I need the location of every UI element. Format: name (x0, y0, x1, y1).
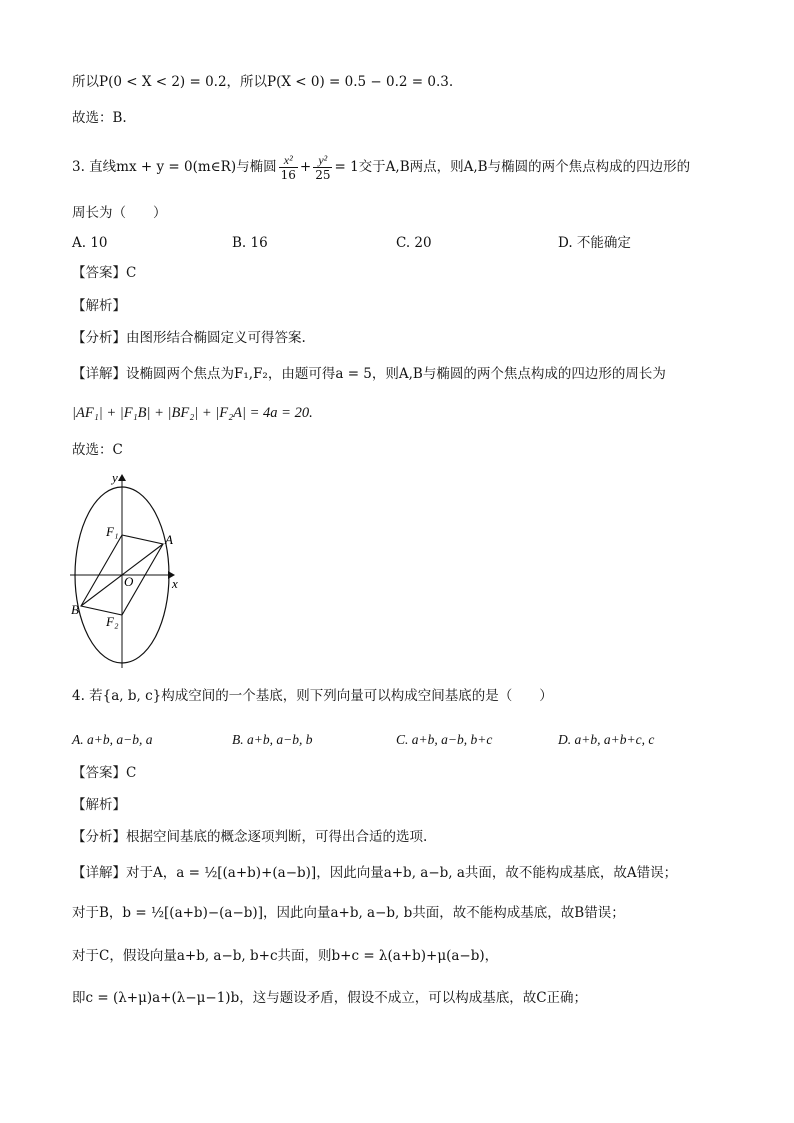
question-4-fenxi: 【分析】根据空间基底的概念逐项判断，可得出合适的选项. (72, 829, 428, 845)
fraction-denominator: 16 (280, 168, 296, 182)
label-f2: F₂ (106, 614, 119, 629)
fraction-denominator: 25 (315, 168, 331, 182)
question-4-case-c-conclusion: 即c = (λ+μ)a+(λ−μ−1)b，这与题设矛盾，假设不成立，可以构成基底，故C正确； (72, 990, 588, 1006)
question-3-fenxi: 【分析】由图形结合椭圆定义可得答案. (72, 330, 306, 346)
question-4-option-d: D. a+b, a+b+c, c (558, 732, 655, 747)
question-4-analysis-heading: 【解析】 (72, 797, 126, 813)
question-4-case-b: 对于B，b = ½[(a+b)−(a−b)]，因此向量a+b, a−b, b共面，故不能构成基底，故B错误； (72, 905, 625, 921)
fraction-x-over-16 (279, 153, 298, 182)
question-3-option-c: C. 20 (396, 235, 432, 251)
question-3-option-b: B. 16 (232, 235, 268, 251)
question-4-option-c: C. a+b, a−b, b+c (396, 732, 493, 747)
question-3-xiangjie: 【详解】设椭圆两个焦点为F₁,F₂，由题可得a = 5，则A,B与椭圆的两个焦点构成的四边形的周长为 (72, 366, 666, 382)
label-x: x (172, 576, 178, 591)
ellipse-figure (62, 470, 192, 670)
question-3-stem (72, 152, 754, 182)
question-3-analysis-heading: 【解析】 (72, 298, 126, 314)
question-4-answer: 【答案】C (72, 765, 137, 781)
question-4-case-c: 对于C，假设向量a+b, a−b, b+c共面，则b+c = λ(a+b)+μ(a−b)， (72, 948, 499, 964)
question-3-stem-end: = 1交于A,B两点，则A,B与椭圆的两个焦点构成的四边形的 (334, 159, 691, 175)
label-b: B (71, 602, 79, 617)
question-3-option-a: A. 10 (72, 235, 108, 251)
plus-sign: + (299, 159, 312, 175)
question-4-option-b: B. a+b, a−b, b (232, 732, 313, 747)
question-4-stem: 4. 若{a, b, c}构成空间的一个基底，则下列向量可以构成空间基底的是（ ） (72, 688, 553, 704)
question-3-stem-continued: 周长为（ ） (72, 205, 167, 221)
question-4-option-a: A. a+b, a−b, a (72, 732, 153, 747)
label-origin: O (124, 574, 134, 589)
question-3-answer: 【答案】C (72, 265, 137, 281)
question-4-xiangjie-a: 【详解】对于A，a = ½[(a+b)+(a−b)]，因此向量a+b, a−b, a共面，故不能构成基底，故A错误； (72, 865, 678, 881)
question-3-formula: |AF₁| + |F₁B| + |BF₂| + |F₂A| = 4a = 20. (72, 405, 313, 421)
solution-choice-b: 故选：B. (72, 110, 127, 126)
question-3-option-d: D. 不能确定 (558, 235, 631, 251)
question-3-stem-start: 3. 直线mx + y = 0(m∈R)与椭圆 (72, 159, 277, 175)
fraction-numerator: y² (313, 153, 332, 168)
label-y: y (112, 470, 118, 485)
fraction-numerator: x² (279, 153, 298, 168)
fraction-y-over-25 (313, 153, 332, 182)
label-a: A (165, 532, 173, 547)
label-f1: F₁ (106, 524, 119, 539)
solution-line-probability: 所以P(0 < X < 2) = 0.2，所以P(X < 0) = 0.5 − 0.2 = 0.3. (72, 74, 454, 90)
question-3-choose: 故选：C (72, 442, 123, 458)
